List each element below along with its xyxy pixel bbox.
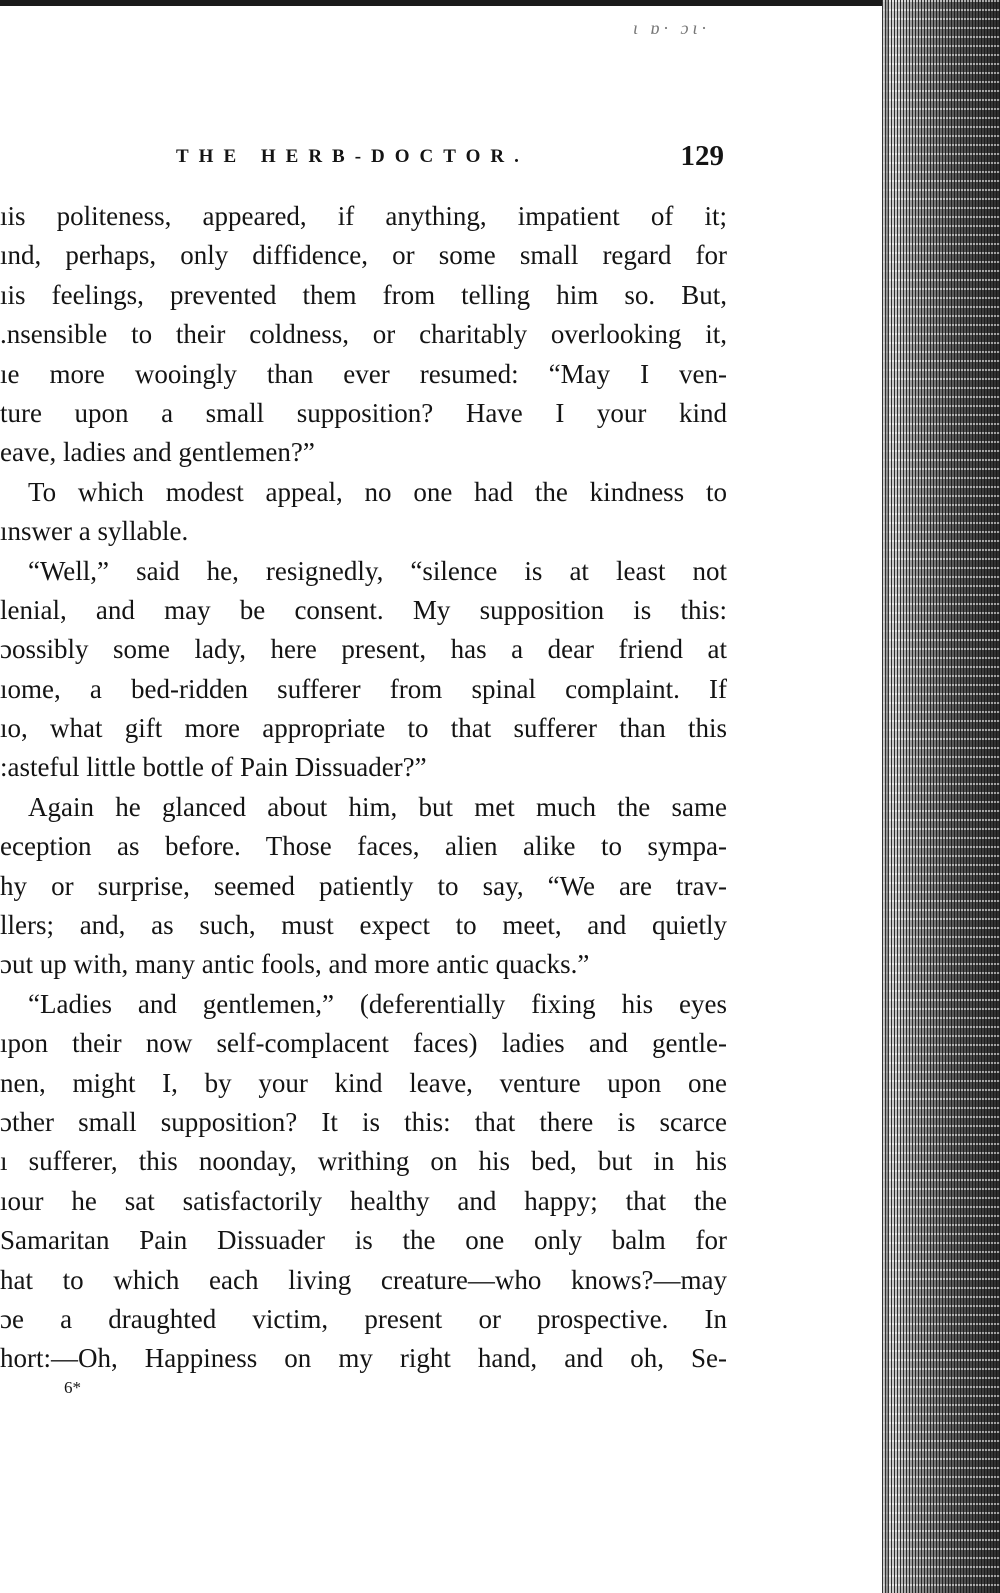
text-line: hy or surprise, seemed patiently to say, “We are trav- bbox=[0, 870, 727, 901]
text-line: ıo, what gift more appropriate to that sufferer than this bbox=[0, 713, 727, 744]
text-line: ıour he sat satisfactorily healthy and happy; that the bbox=[0, 1185, 727, 1216]
text-line: “Ladies and gentlemen,” (deferentially fixing his eyes bbox=[28, 988, 727, 1019]
text-line: eception as before. Those faces, alien alike to sympa- bbox=[0, 831, 727, 862]
text-line: ıpon their now self-complacent faces) ladies and gentle- bbox=[0, 1028, 727, 1059]
text-line: ɔossibly some lady, here present, has a dear friend at bbox=[0, 634, 727, 665]
text-line: .nsensible to their coldness, or charitably overlooking it, bbox=[0, 319, 727, 350]
text-line: hat to which each living creature—who knows?—may bbox=[0, 1264, 727, 1295]
text-line: ɔut up with, many antic fools, and more antic quacks.” bbox=[0, 949, 590, 980]
page-number: 129 bbox=[680, 140, 724, 172]
text-line: ɔe a draughted victim, present or prospective. In bbox=[0, 1303, 727, 1334]
text-line: ı sufferer, this noonday, writhing on his bed, but in his bbox=[0, 1146, 727, 1177]
text-line: To which modest appeal, no one had the kindness to bbox=[28, 476, 727, 507]
page-top-rule bbox=[0, 0, 900, 6]
book-spine-shadow bbox=[882, 0, 888, 1593]
text-line: lenial, and may be consent. My supposition is this: bbox=[0, 594, 727, 625]
text-line: ture upon a small supposition? Have I your kind bbox=[0, 397, 727, 428]
text-line: Again he glanced about him, but met much the same bbox=[28, 791, 727, 822]
text-line: hort:—Oh, Happiness on my right hand, and oh, Se- bbox=[0, 1343, 727, 1374]
signature-mark: 6* bbox=[64, 1378, 81, 1397]
text-line: :asteful little bottle of Pain Dissuader?” bbox=[0, 752, 427, 783]
handwritten-margin-note: ɩ ɒ· ɔɩ· bbox=[633, 18, 710, 38]
text-line: ıome, a bed-ridden sufferer from spinal complaint. If bbox=[0, 673, 727, 704]
text-line: eave, ladies and gentlemen?” bbox=[0, 437, 315, 468]
text-line: ınswer a syllable. bbox=[0, 516, 189, 547]
text-line: nen, might I, by your kind leave, venture upon one bbox=[0, 1067, 727, 1098]
running-title: THE HERB-DOCTOR. bbox=[176, 146, 529, 167]
text-line: ıis feelings, prevented them from telling him so. But, bbox=[0, 279, 727, 310]
text-line: Samaritan Pain Dissuader is the one only balm for bbox=[0, 1225, 727, 1256]
book-spine-edge bbox=[882, 0, 1000, 1593]
body-text bbox=[0, 197, 727, 1379]
text-line: llers; and, as such, must expect to meet, and quietly bbox=[0, 910, 727, 941]
text-line: ɔther small supposition? It is this: that there is scarce bbox=[0, 1106, 727, 1137]
text-line: ıis politeness, appeared, if anything, impatient of it; bbox=[0, 201, 727, 231]
page-header bbox=[0, 140, 730, 180]
text-line: ıe more wooingly than ever resumed: “May I ven- bbox=[0, 358, 727, 389]
text-line: ınd, perhaps, only diffidence, or some small regard for bbox=[0, 240, 727, 271]
text-line: “Well,” said he, resignedly, “silence is at least not bbox=[28, 555, 727, 586]
